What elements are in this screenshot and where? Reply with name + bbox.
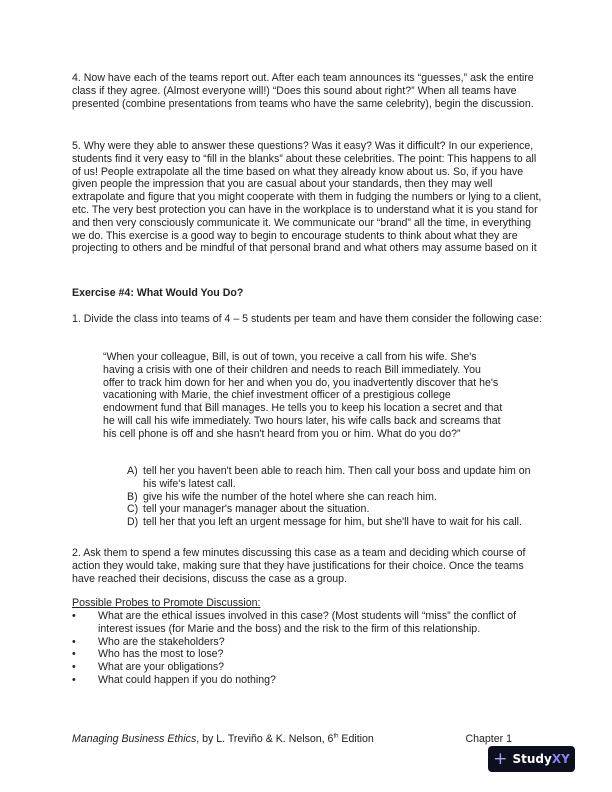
paragraph-step-4: 4. Now have each of the teams report out. After each team announces its “guesses,” ask the entire class if they agree. (Almost everyone will!) “Does this sound about right?” When all teams have presented (combine presentations from teams who have the same celebrity), begin the discussion. — [72, 72, 534, 110]
footer-citation — [72, 733, 374, 746]
probes-list — [72, 610, 542, 687]
option-item — [127, 491, 547, 504]
badge-xy: XY — [551, 751, 570, 766]
bullet-icon: • — [72, 648, 76, 661]
options-list — [127, 465, 547, 529]
exercise-heading: Exercise #4: What Would You Do? — [72, 287, 244, 299]
list-item — [72, 610, 542, 636]
option-letter: A) — [127, 465, 138, 477]
bullet-icon: • — [72, 661, 76, 674]
list-item — [72, 648, 542, 661]
option-text: tell her you haven't been able to reach him. Then call your boss and update him on his wife's latest call. — [143, 465, 531, 490]
option-text: give his wife the number of the hotel where she can reach him. — [143, 490, 437, 503]
bullet-icon: • — [72, 635, 76, 648]
citation-authors: , by L. Treviño & K. Nelson, 6 — [196, 733, 334, 745]
option-letter: D) — [127, 516, 139, 529]
bullet-icon: • — [72, 610, 76, 622]
list-item — [72, 661, 542, 674]
badge-study: Study — [512, 751, 552, 766]
list-item — [72, 674, 542, 687]
option-item — [127, 503, 547, 516]
option-item — [127, 465, 547, 491]
studyxy-badge[interactable] — [488, 746, 575, 772]
probe-text: What could happen if you do nothing? — [98, 673, 276, 686]
edition-label: Edition — [338, 733, 374, 745]
probe-text: Who has the most to lose? — [98, 648, 224, 661]
plus-icon: + — [493, 748, 508, 769]
option-text: tell her that you left an urgent message for him, but she'll have to wait for his call. — [143, 516, 522, 529]
probe-text: What are the ethical issues involved in this case? (Most students will “miss” the conflict of interest issues (for Marie and the boss) and the risk to the firm of this relationship. — [98, 610, 517, 635]
list-item — [72, 636, 542, 649]
bullet-icon: • — [72, 673, 76, 686]
option-letter: C) — [127, 503, 139, 516]
probe-text: Who are the stakeholders? — [98, 635, 225, 648]
page-footer — [72, 733, 512, 746]
paragraph-step-1: 1. Divide the class into teams of 4 – 5 students per team and have them consider the following case: — [72, 313, 542, 325]
probes-heading: Possible Probes to Promote Discussion: — [72, 597, 261, 609]
option-text: tell your manager's manager about the situation. — [143, 503, 370, 516]
paragraph-step-2: 2. Ask them to spend a few minutes discussing this case as a team and deciding which course of action they would take, making sure that they have justifications for their choice. Once the teams have reached their decisions, discuss the case as a group. — [72, 547, 526, 585]
option-letter: B) — [127, 490, 138, 503]
book-title: Managing Business Ethics — [72, 733, 197, 745]
paragraph-step-5: 5. Why were they able to answer these questions? Was it easy? Was it difficult? In our experience, students find it very easy to “fill in the blanks” about these celebrities. The point: This happens to all of us! People extrapolate all the time based on what they already know about us. So, if you have given people the impression that you are casual about your standards, then they may well extrapolate and figure that you might cooperate with them in fudging the numbers or lying to a client, etc. The very best protection you can have in the workplace is to understand what it is you stand for and then very consciously communicate it. We communicate our “brand” all the time, in everything we do. This exercise is a good way to begin to encourage students to think about what they are projecting to others and be mindful of that personal brand and what others may assume based on it — [72, 140, 542, 255]
option-item — [127, 516, 547, 529]
case-quote: “When your colleague, Bill, is out of town, you receive a call from his wife. She's having a crisis with one of their children and needs to reach Bill immediately. You offer to track him down for her and when you do, you inadvertently discover that he's vacationing with Marie, the chief investment officer of a prestigious college endowment fund that Bill manages. He tells you to keep his location a secret and that he will call his wife immediately. Two hours later, his wife calls back and screams that his cell phone is off and she hasn't heard from you or him. What do you do?” — [103, 351, 503, 440]
probe-text: What are your obligations? — [98, 661, 225, 674]
footer-chapter: Chapter 1 — [465, 733, 512, 745]
badge-logo — [512, 753, 569, 766]
edition-sup: th — [333, 733, 339, 740]
